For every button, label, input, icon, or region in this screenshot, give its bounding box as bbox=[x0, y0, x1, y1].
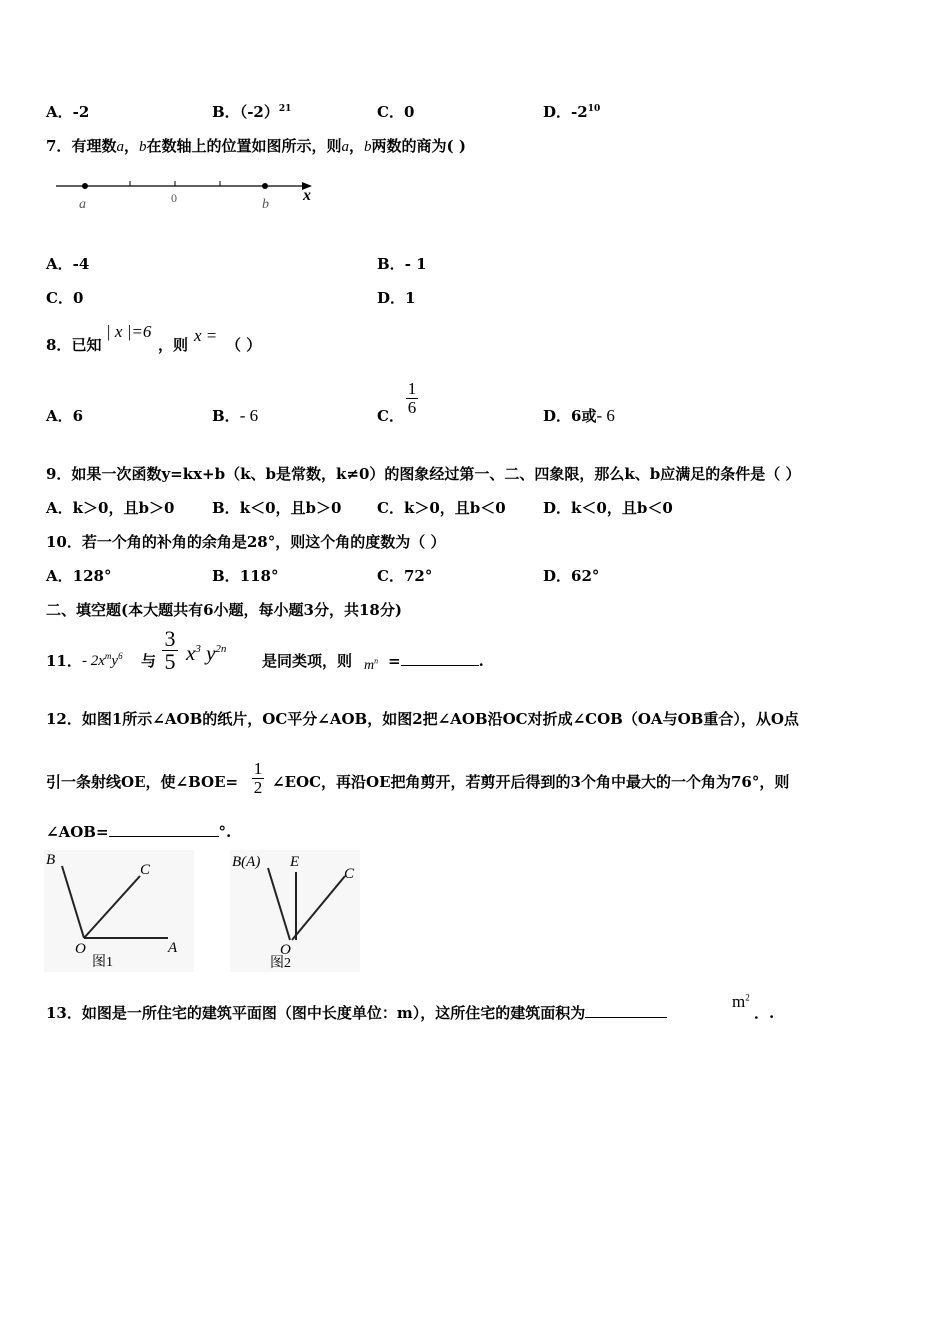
answer-blank[interactable] bbox=[109, 822, 219, 837]
q8-option-c-label: C． bbox=[377, 407, 404, 425]
q10-option-c: C．72° bbox=[377, 567, 433, 585]
answer-blank[interactable] bbox=[401, 651, 479, 666]
q7-option-d: D．1 bbox=[377, 289, 416, 307]
q11-fraction bbox=[162, 628, 178, 673]
q11-term2: $x^3$ $y^{2n}$ bbox=[186, 641, 227, 665]
q9-option-b: B．k＜0，且b＞0 bbox=[212, 499, 342, 517]
q13-stem: 13．如图是一所住宅的建筑平面图（图中长度单位：m），这所住宅的建筑面积为 bbox=[46, 1003, 667, 1023]
q8-paren: （ ） bbox=[226, 336, 262, 354]
caption: 图2 bbox=[270, 956, 291, 971]
q8-option-c-fraction bbox=[406, 380, 418, 417]
q13-unit: $m^2$ bbox=[732, 992, 750, 1011]
q6-option-a: A．-2 bbox=[46, 103, 90, 121]
q7-stem: 7．有理数a，b在数轴上的位置如图所示，则a，b两数的商为( ) bbox=[46, 137, 466, 155]
label-a: a bbox=[79, 197, 86, 212]
q9-option-a: A．k＞0，且b＞0 bbox=[46, 499, 175, 517]
q11-number: 11． bbox=[46, 652, 82, 670]
label-o: O bbox=[75, 941, 86, 957]
q10-option-d: D．62° bbox=[543, 567, 600, 585]
caption: 图1 bbox=[92, 955, 113, 970]
q9-option-c: C．k＞0，且b＜0 bbox=[377, 499, 506, 517]
q12-fraction bbox=[252, 760, 264, 797]
label-c: C bbox=[344, 866, 355, 882]
label-b: B bbox=[46, 852, 56, 868]
q8-condition: | x |=6 bbox=[106, 322, 152, 341]
q6-option-b: B．$(-2)^{21}$ bbox=[212, 103, 292, 121]
fraction-denominator: 2 bbox=[253, 778, 263, 797]
q11-term1: - $2x^my^6$ bbox=[82, 651, 123, 669]
q6-option-d: D．$-2^{10}$ bbox=[543, 103, 601, 121]
q11-text: 是同类项，则 bbox=[262, 652, 353, 670]
q11-ask: $m^n$ bbox=[364, 656, 379, 673]
point-a bbox=[82, 183, 88, 189]
q7-option-a: A．-4 bbox=[46, 255, 90, 273]
q7-option-c: C．0 bbox=[46, 289, 84, 307]
q10-option-b: B．118° bbox=[212, 567, 279, 585]
q8-expr: x = bbox=[194, 326, 218, 345]
q13-end: ．. bbox=[754, 1004, 775, 1022]
q8-option-d: D．6或- 6 bbox=[543, 406, 615, 425]
q10-stem: 10．若一个角的补角的余角是28°，则这个角的度数为（ ） bbox=[46, 533, 446, 551]
label-b-a: B(A) bbox=[232, 854, 261, 870]
answer-blank[interactable] bbox=[585, 1003, 667, 1018]
label-c: C bbox=[140, 862, 151, 878]
section-title: 二、填空题(本大题共有6小题，每小题3分，共18分) bbox=[46, 601, 402, 619]
fraction-numerator: 1 bbox=[407, 379, 417, 398]
q9-option-d: D．k＜0，且b＜0 bbox=[543, 499, 673, 517]
fraction-denominator: 5 bbox=[164, 649, 176, 674]
q12-line1: 12．如图1所示∠AOB的纸片，OC平分∠AOB，如图2把∠AOB沿OC对折成∠COB（OA与OB重合），从O点 bbox=[46, 710, 799, 728]
q10-option-a: A．128° bbox=[46, 567, 112, 585]
label-zero: 0 bbox=[171, 191, 177, 205]
q12-line2-pre: 引一条射线OE，使∠BOE= bbox=[46, 773, 239, 791]
point-b bbox=[262, 183, 268, 189]
number-line-figure bbox=[50, 170, 330, 215]
q7-option-b: B．- 1 bbox=[377, 255, 427, 273]
q6-option-c: C．0 bbox=[377, 103, 415, 121]
q9-stem: 9．如果一次函数y=kx+b（k、b是常数，k≠0）的图象经过第一、二、四象限，那么k、b应满足的条件是（ ） bbox=[46, 465, 801, 483]
label-x: x bbox=[303, 187, 311, 204]
q12-line3: ∠AOB= °. bbox=[46, 823, 232, 841]
q11-answer: = . bbox=[388, 652, 484, 670]
label-o: O bbox=[280, 942, 291, 958]
q12-line2-post: ∠EOC，再沿OE把角剪开，若剪开后得到的3个角中最大的一个角为76°，则 bbox=[272, 773, 790, 791]
figure-1 bbox=[44, 850, 194, 972]
fraction-numerator: 1 bbox=[253, 759, 263, 778]
label-e: E bbox=[290, 854, 300, 870]
q8-option-b: B．- 6 bbox=[212, 406, 259, 425]
fraction-numerator: 3 bbox=[164, 626, 176, 651]
q8-option-a: A．6 bbox=[46, 407, 84, 425]
label-a: A bbox=[168, 940, 178, 956]
q8-stem: 8．已知 bbox=[46, 336, 102, 354]
label-b: b bbox=[262, 197, 269, 212]
q11-connector: 与 bbox=[141, 652, 157, 670]
q8-then: ，则 bbox=[158, 336, 189, 354]
figure-2 bbox=[230, 850, 360, 972]
fraction-denominator: 6 bbox=[407, 398, 417, 417]
